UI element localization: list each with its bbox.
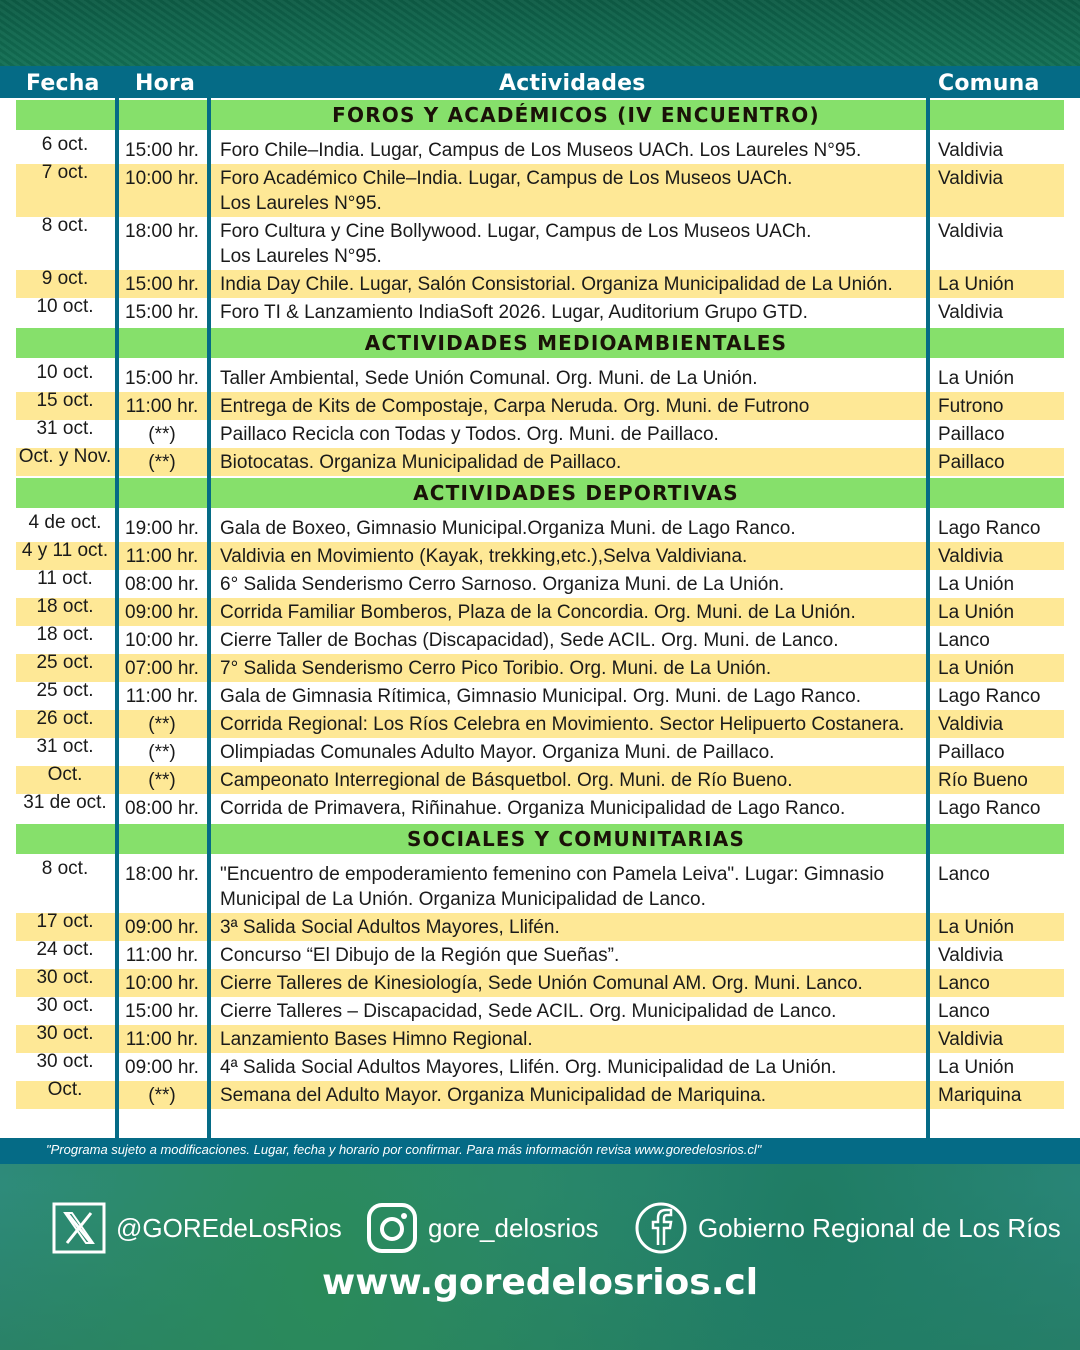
cell-hora: 11:00 hr.	[125, 546, 199, 567]
column-divider	[115, 98, 119, 1138]
cell-hora: 09:00 hr.	[125, 1057, 199, 1078]
cell-hora: 09:00 hr.	[125, 602, 199, 623]
cell-fecha: 10 oct.	[36, 296, 94, 317]
cell-actividad: Valdivia en Movimiento (Kayak, trekking,etc.),Selva Valdiviana.	[220, 546, 748, 567]
cell-actividad: Gala de Gimnasia Rítimica, Gimnasio Municipal. Org. Muni. de Lago Ranco.	[220, 686, 861, 707]
cell-actividad: India Day Chile. Lugar, Salón Consistorial. Organiza Municipalidad de La Unión.	[220, 274, 893, 295]
cell-actividad: Taller Ambiental, Sede Unión Comunal. Org. Muni. de La Unión.	[220, 368, 758, 389]
cell-hora: 18:00 hr.	[125, 221, 199, 242]
cell-actividad: Corrida Familiar Bomberos, Plaza de la Concordia. Org. Muni. de La Unión.	[220, 602, 856, 623]
cell-fecha: 24 oct.	[36, 939, 94, 960]
table-row	[16, 1053, 1064, 1081]
table-row	[16, 1025, 1064, 1053]
cell-comuna: Mariquina	[938, 1085, 1022, 1106]
table-row	[16, 626, 1064, 654]
cell-fecha: 9 oct.	[41, 268, 89, 289]
cell-hora: 08:00 hr.	[125, 798, 199, 819]
table-row	[16, 364, 1064, 392]
cell-hora: 10:00 hr.	[125, 973, 199, 994]
cell-hora: 15:00 hr.	[125, 140, 199, 161]
cell-fecha: 30 oct.	[36, 967, 94, 988]
cell-actividad: Biotocatas. Organiza Municipalidad de Paillaco.	[220, 452, 622, 473]
column-divider	[207, 98, 211, 1138]
cell-comuna: La Unión	[938, 602, 1015, 623]
cell-hora: 11:00 hr.	[125, 945, 199, 966]
cell-comuna: La Unión	[938, 368, 1015, 389]
table-row	[16, 514, 1064, 542]
table-row	[16, 738, 1064, 766]
table-row	[16, 654, 1064, 682]
section-title: ACTIVIDADES DEPORTIVAS	[413, 481, 739, 505]
cell-fecha: 26 oct.	[36, 708, 94, 729]
cell-hora: 08:00 hr.	[125, 574, 199, 595]
cell-comuna: Lago Ranco	[938, 798, 1041, 819]
table-row	[16, 913, 1064, 941]
cell-actividad-line2: Los Laureles N°95.	[220, 246, 382, 267]
cell-fecha: 10 oct.	[36, 362, 94, 383]
cell-actividad: Foro Chile–India. Lugar, Campus de Los Museos UACh. Los Laureles N°95.	[220, 140, 862, 161]
cell-comuna: Lanco	[938, 630, 990, 651]
background-forest	[0, 0, 1080, 66]
cell-actividad: Cierre Talleres – Discapacidad, Sede ACIL. Org. Municipalidad de Lanco.	[220, 1001, 837, 1022]
cell-actividad: Cierre Talleres de Kinesiología, Sede Unión Comunal AM. Org. Muni. Lanco.	[220, 973, 863, 994]
cell-fecha: 30 oct.	[36, 1023, 94, 1044]
cell-actividad: 7° Salida Senderismo Cerro Pico Toribio. Org. Muni. de La Unión.	[220, 658, 772, 679]
schedule-table	[0, 98, 1080, 1138]
cell-comuna: Lanco	[938, 1001, 990, 1022]
table-row	[16, 766, 1064, 794]
cell-fecha: 8 oct.	[41, 858, 89, 879]
section-title: FOROS Y ACADÉMICOS (IV ENCUENTRO)	[332, 103, 820, 127]
table-row	[16, 448, 1064, 476]
table-row	[16, 392, 1064, 420]
section-title: ACTIVIDADES MEDIOAMBIENTALES	[364, 331, 788, 355]
cell-hora: (**)	[148, 770, 176, 791]
cell-actividad: Foro Académico Chile–India. Lugar, Campus de Los Museos UACh.	[220, 168, 793, 189]
table-row	[16, 941, 1064, 969]
table-row	[16, 997, 1064, 1025]
cell-comuna: La Unión	[938, 274, 1015, 295]
table-row	[16, 969, 1064, 997]
cell-fecha: 15 oct.	[36, 390, 94, 411]
cell-fecha: 18 oct.	[36, 624, 94, 645]
cell-comuna: Valdivia	[938, 714, 1004, 735]
cell-fecha: 11 oct.	[37, 568, 93, 589]
cell-comuna: Valdivia	[938, 1029, 1004, 1050]
cell-actividad: Cierre Taller de Bochas (Discapacidad), Sede ACIL. Org. Muni. de Lanco.	[220, 630, 839, 651]
cell-fecha: Oct. y Nov.	[18, 446, 112, 467]
section-header	[16, 478, 1064, 508]
disclaimer-text: "Programa sujeto a modificaciones. Lugar, fecha y horario por confirmar. Para más información revisa www.goredelosrios.cl"	[46, 1142, 762, 1157]
cell-actividad: Campeonato Interregional de Básquetbol. Org. Muni. de Río Bueno.	[220, 770, 793, 791]
cell-actividad: Foro TI & Lanzamiento IndiaSoft 2026. Lugar, Auditorium Grupo GTD.	[220, 302, 808, 323]
cell-hora: 10:00 hr.	[125, 168, 199, 189]
disclaimer-bar	[0, 1138, 1080, 1164]
cell-actividad: Paillaco Recicla con Todas y Todos. Org. Muni. de Paillaco.	[220, 424, 719, 445]
cell-hora: 10:00 hr.	[125, 630, 199, 651]
cell-actividad: Semana del Adulto Mayor. Organiza Municipalidad de Mariquina.	[220, 1085, 767, 1106]
cell-hora: (**)	[148, 1085, 176, 1106]
cell-fecha: 25 oct.	[36, 652, 94, 673]
cell-comuna: Paillaco	[938, 452, 1005, 473]
cell-fecha: 17 oct.	[36, 911, 94, 932]
table-row	[16, 270, 1064, 298]
social-x-handle: @GOREdeLosRios	[116, 1212, 342, 1243]
cell-hora: 15:00 hr.	[125, 1001, 199, 1022]
cell-fecha: 30 oct.	[36, 995, 94, 1016]
cell-actividad: 4ª Salida Social Adultos Mayores, Llifén. Org. Municipalidad de La Unión.	[220, 1057, 837, 1078]
x-icon	[52, 1202, 106, 1254]
cell-actividad: Concurso “El Dibujo de la Región que Sueñas”.	[220, 945, 620, 966]
cell-comuna: Valdivia	[938, 546, 1004, 567]
cell-actividad: "Encuentro de empoderamiento femenino con Pamela Leiva". Lugar: Gimnasio	[220, 864, 885, 885]
cell-hora: 11:00 hr.	[125, 686, 199, 707]
cell-comuna: Paillaco	[938, 742, 1005, 763]
header-comuna: Comuna	[938, 71, 1040, 96]
cell-hora: 19:00 hr.	[125, 518, 199, 539]
cell-comuna: Valdivia	[938, 168, 1004, 189]
cell-hora: 15:00 hr.	[125, 302, 199, 323]
section-header	[16, 328, 1064, 358]
table-row	[16, 1081, 1064, 1109]
cell-fecha: 31 de oct.	[23, 792, 107, 813]
cell-hora: (**)	[148, 452, 176, 473]
section-title: SOCIALES Y COMUNITARIAS	[406, 827, 746, 851]
table-row	[16, 570, 1064, 598]
cell-fecha: 30 oct.	[36, 1051, 94, 1072]
social-x[interactable]	[52, 1202, 342, 1254]
cell-comuna: La Unión	[938, 658, 1015, 679]
cell-comuna: Paillaco	[938, 424, 1005, 445]
cell-comuna: Valdivia	[938, 140, 1004, 161]
facebook-icon	[634, 1201, 688, 1255]
cell-comuna: La Unión	[938, 917, 1015, 938]
cell-fecha: 8 oct.	[41, 215, 89, 236]
cell-fecha: 7 oct.	[41, 162, 89, 183]
cell-fecha: 31 oct.	[36, 736, 94, 757]
cell-actividad: Olimpiadas Comunales Adulto Mayor. Organiza Muni. de Paillaco.	[220, 742, 775, 763]
section-header	[16, 824, 1064, 854]
cell-actividad-line2: Municipal de La Unión. Organiza Municipalidad de Lanco.	[220, 889, 706, 910]
cell-fecha: 4 de oct.	[28, 512, 102, 533]
section-header	[16, 100, 1064, 130]
social-instagram[interactable]	[366, 1202, 599, 1254]
cell-hora: (**)	[148, 714, 176, 735]
table-row	[16, 164, 1064, 217]
cell-fecha: 18 oct.	[36, 596, 94, 617]
cell-hora: 07:00 hr.	[125, 658, 199, 679]
cell-comuna: Lanco	[938, 864, 990, 885]
header-fecha: Fecha	[26, 71, 100, 96]
social-facebook[interactable]	[634, 1202, 1061, 1254]
table-row	[16, 794, 1064, 822]
cell-fecha: 4 y 11 oct.	[21, 540, 109, 561]
table-row	[16, 598, 1064, 626]
cell-actividad: 3ª Salida Social Adultos Mayores, Llifén.	[220, 917, 560, 938]
cell-fecha: Oct.	[47, 1079, 83, 1100]
cell-fecha: 6 oct.	[41, 134, 89, 155]
cell-hora: 09:00 hr.	[125, 917, 199, 938]
cell-comuna: Lago Ranco	[938, 518, 1041, 539]
table-row	[16, 710, 1064, 738]
table-row	[16, 298, 1064, 326]
social-facebook-name: Gobierno Regional de Los Ríos	[698, 1212, 1061, 1243]
table-row	[16, 420, 1064, 448]
cell-hora: 18:00 hr.	[125, 864, 199, 885]
cell-actividad: Lanzamiento Bases Himno Regional.	[220, 1029, 533, 1050]
cell-actividad: 6° Salida Senderismo Cerro Sarnoso. Organiza Muni. de La Unión.	[220, 574, 785, 595]
cell-comuna: Valdivia	[938, 221, 1004, 242]
cell-hora: 15:00 hr.	[125, 274, 199, 295]
cell-hora: (**)	[148, 742, 176, 763]
cell-actividad-line2: Los Laureles N°95.	[220, 193, 382, 214]
social-instagram-handle: gore_delosrios	[428, 1212, 599, 1243]
cell-hora: 11:00 hr.	[125, 1029, 199, 1050]
cell-actividad: Foro Cultura y Cine Bollywood. Lugar, Campus de Los Museos UACh.	[220, 221, 812, 242]
table-row	[16, 217, 1064, 270]
cell-comuna: Futrono	[938, 396, 1004, 417]
cell-comuna: La Unión	[938, 1057, 1015, 1078]
table-row	[16, 682, 1064, 710]
cell-hora: 15:00 hr.	[125, 368, 199, 389]
cell-comuna: Río Bueno	[938, 770, 1028, 791]
cell-comuna: Lago Ranco	[938, 686, 1041, 707]
cell-hora: (**)	[148, 424, 176, 445]
cell-comuna: Valdivia	[938, 945, 1004, 966]
table-row	[16, 136, 1064, 164]
header-actividades: Actividades	[499, 71, 646, 96]
cell-fecha: Oct.	[47, 764, 83, 785]
cell-hora: 11:00 hr.	[125, 396, 199, 417]
website-link[interactable]: www.goredelosrios.cl	[321, 1262, 759, 1303]
cell-actividad: Corrida Regional: Los Ríos Celebra en Movimiento. Sector Helipuerto Costanera.	[220, 714, 905, 735]
table-row	[16, 542, 1064, 570]
column-divider	[926, 98, 930, 1138]
cell-fecha: 25 oct.	[36, 680, 94, 701]
instagram-icon	[366, 1202, 418, 1254]
table-header	[0, 66, 1080, 98]
cell-actividad: Corrida de Primavera, Riñinahue. Organiza Municipalidad de Lago Ranco.	[220, 798, 846, 819]
header-hora: Hora	[135, 71, 196, 96]
cell-comuna: Lanco	[938, 973, 990, 994]
cell-actividad: Gala de Boxeo, Gimnasio Municipal.Organiza Muni. de Lago Ranco.	[220, 518, 796, 539]
table-row	[16, 860, 1064, 913]
cell-actividad: Entrega de Kits de Compostaje, Carpa Neruda. Org. Muni. de Futrono	[220, 396, 810, 417]
cell-comuna: La Unión	[938, 574, 1015, 595]
cell-fecha: 31 oct.	[36, 418, 94, 439]
cell-comuna: Valdivia	[938, 302, 1004, 323]
